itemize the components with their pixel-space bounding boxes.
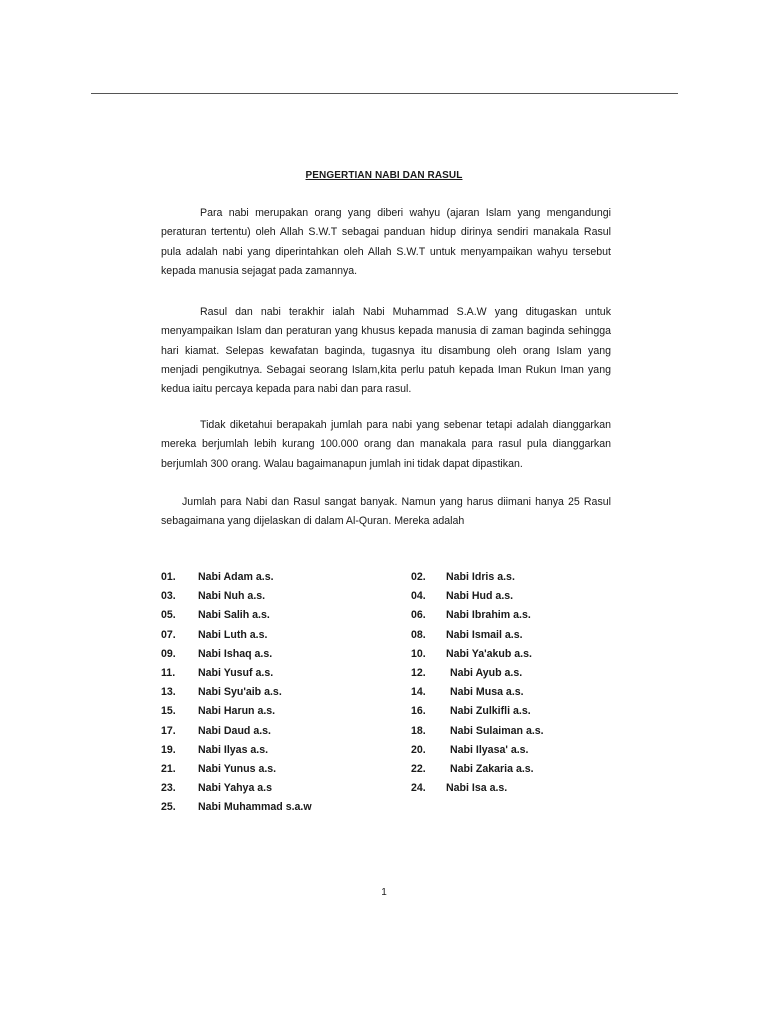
list-item-number: 22. — [411, 762, 426, 775]
list-item-name: Nabi Daud a.s. — [198, 724, 271, 737]
list-row — [161, 763, 581, 782]
list-row — [161, 609, 581, 628]
paragraph-3 — [161, 416, 611, 474]
list-item-name: Nabi Musa a.s. — [450, 686, 524, 699]
list-row — [161, 667, 581, 686]
list-item-name: Nabi Nuh a.s. — [198, 590, 266, 603]
list-item-name: Nabi Idris a.s. — [446, 571, 515, 583]
list-row — [161, 590, 581, 609]
list-row — [161, 686, 581, 705]
list-item-name: Nabi Ya'akub a.s. — [446, 647, 532, 660]
list-item-name: Nabi Yusuf a.s. — [198, 666, 274, 679]
list-item-name: Nabi Adam a.s. — [198, 571, 274, 583]
list-row — [161, 571, 581, 590]
list-row — [161, 801, 581, 820]
list-item-number: 20. — [411, 743, 426, 756]
list-item-name: Nabi Ilyasa' a.s. — [450, 743, 529, 756]
list-item-number: 01. — [161, 571, 176, 583]
list-item-name: Nabi Salih a.s. — [198, 609, 270, 622]
list-item-number: 08. — [411, 628, 426, 641]
list-item-number: 04. — [411, 590, 426, 603]
prophet-list — [161, 571, 581, 820]
paragraph-1 — [161, 204, 611, 281]
page-number: 1 — [381, 887, 387, 898]
paragraph-4-text: Jumlah para Nabi dan Rasul sangat banyak. Namun yang harus diimani hanya 25 Rasul sebagaimana yang dijelaskan di dalam Al-Quran. Mereka adalah — [161, 496, 611, 528]
list-item-name: Nabi Syu'aib a.s. — [198, 686, 282, 699]
list-item-number: 07. — [161, 628, 176, 641]
paragraph-2-text: Rasul dan nabi terakhir ialah Nabi Muhammad S.A.W yang ditugaskan untuk menyampaikan Islam dan peraturan yang khusus kepada manusia di zaman baginda sehingga hari kiamat. Selepas kewafatan baginda, tugasnya itu disambung oleh orang Islam yang menjadi pengikutnya. Sebagai seorang Islam,kita perlu patuh kepada Iman Rukun Iman yang kedua iaitu percaya kepada para nabi dan para rasul. — [161, 306, 611, 396]
list-row — [161, 725, 581, 744]
list-item-number: 19. — [161, 743, 176, 756]
list-item-name: Nabi Muhammad s.a.w — [198, 801, 312, 814]
list-row — [161, 782, 581, 801]
list-item-number: 02. — [411, 571, 426, 583]
list-item-name: Nabi Ismail a.s. — [446, 628, 523, 641]
list-item-name: Nabi Zakaria a.s. — [450, 762, 534, 775]
list-item-name: Nabi Luth a.s. — [198, 628, 268, 641]
list-row — [161, 648, 581, 667]
list-item-number: 03. — [161, 590, 176, 603]
paragraph-3-text: Tidak diketahui berapakah jumlah para nabi yang sebenar tetapi adalah dianggarkan mereka berjumlah lebih kurang 100.000 orang dan manakala para rasul pula dianggarkan berjumlah 300 orang. Walau bagaimanapun jumlah ini tidak dapat dipastikan. — [161, 419, 611, 470]
list-item-number: 11. — [161, 666, 176, 679]
list-item-number: 24. — [411, 782, 426, 795]
list-item-number: 09. — [161, 647, 176, 660]
list-item-name: Nabi Yunus a.s. — [198, 762, 277, 775]
list-item-name: Nabi Ibrahim a.s. — [446, 609, 531, 622]
list-item-number: 16. — [411, 705, 426, 718]
paragraph-4 — [161, 493, 611, 532]
list-item-number: 06. — [411, 609, 426, 622]
list-item-number: 14. — [411, 686, 426, 699]
list-item-number: 15. — [161, 705, 176, 718]
list-item-number: 18. — [411, 724, 426, 737]
list-item-name: Nabi Hud a.s. — [446, 590, 514, 603]
list-row — [161, 629, 581, 648]
list-row — [161, 744, 581, 763]
list-item-name: Nabi Harun a.s. — [198, 705, 276, 718]
list-item-number: 10. — [411, 647, 426, 660]
list-item-number: 21. — [161, 762, 176, 775]
page-title: PENGERTIAN NABI DAN RASUL — [305, 170, 463, 181]
list-item-name: Nabi Isa a.s. — [446, 782, 508, 795]
list-row — [161, 705, 581, 724]
paragraph-1-text: Para nabi merupakan orang yang diberi wahyu (ajaran Islam yang mengandungi peraturan tertentu) oleh Allah S.W.T sebagai panduan hidup dirinya sendiri manakala Rasul pula adalah nabi yang diperintahkan oleh Allah S.W.T untuk menyampaikan wahyu tersebut kepada manusia sejagat pada zamannya. — [161, 207, 611, 277]
list-item-number: 17. — [161, 724, 176, 737]
list-item-name: Nabi Ayub a.s. — [450, 666, 523, 679]
list-item-name: Nabi Yahya a.s — [198, 782, 273, 795]
list-item-name: Nabi Zulkifli a.s. — [450, 705, 531, 718]
list-item-number: 12. — [411, 666, 426, 679]
header-rule — [91, 93, 678, 94]
paragraph-2 — [161, 303, 611, 399]
list-item-name: Nabi Ilyas a.s. — [198, 743, 269, 756]
list-item-number: 25. — [161, 801, 176, 814]
list-item-number: 13. — [161, 686, 176, 699]
list-item-name: Nabi Sulaiman a.s. — [450, 724, 544, 737]
list-item-number: 23. — [161, 782, 176, 795]
list-item-name: Nabi Ishaq a.s. — [198, 647, 273, 660]
list-item-number: 05. — [161, 609, 176, 622]
